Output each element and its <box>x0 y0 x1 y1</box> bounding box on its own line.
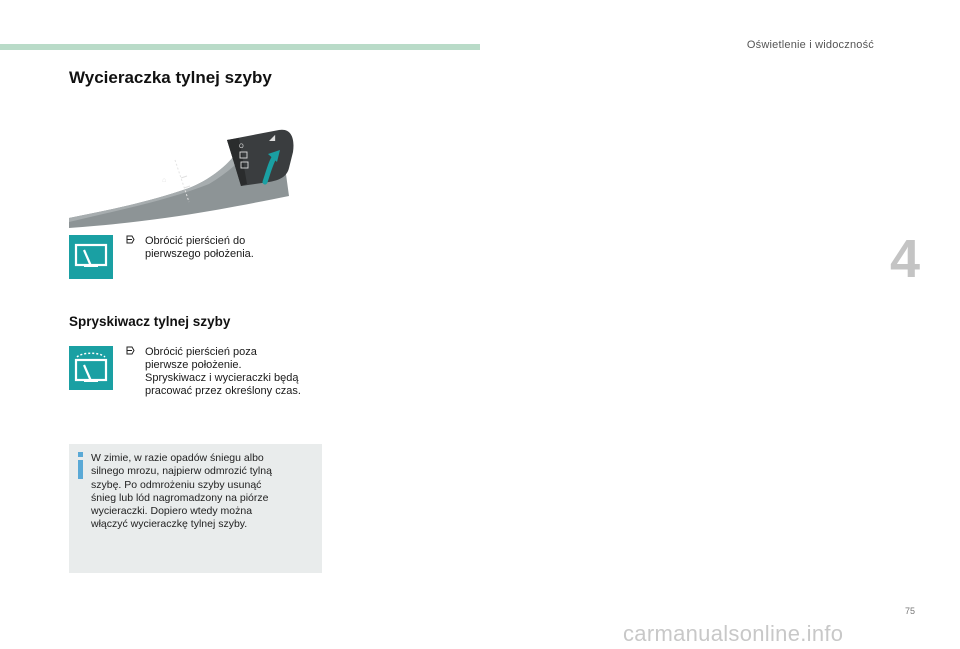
rear-washer-icon <box>69 346 113 390</box>
watermark: carmanualsonline.info <box>623 621 844 646</box>
svg-text:O: O <box>239 144 244 150</box>
info-note-text: W zimie, w razie opadów śniegu albo silnego mrozu, najpierw odmrozić tylną szybę. Po odmrożeniu szyby usunąć śnieg lub lód nagromadzony na piórze wycieraczki. Dopiero wtedy można włączyć wycieraczkę tylnej szyby. <box>91 452 272 531</box>
washer-instruction-text: Obrócić pierścień poza pierwsze położenie. Spryskiwacz i wycieraczki będą pracować przez określony czas. <box>145 346 301 397</box>
header-accent-bar <box>0 44 480 50</box>
washer-instruction <box>126 346 331 398</box>
svg-text:◢: ◢ <box>269 133 276 142</box>
info-icon <box>76 452 86 480</box>
bullet-icon <box>126 235 145 261</box>
wiper-stalk-illustration <box>69 110 322 230</box>
page-number: 75 <box>905 606 916 616</box>
chapter-title: Oświetlenie i widoczność <box>746 39 874 51</box>
wiper-instruction <box>126 235 306 261</box>
washer-title: Spryskiwacz tylnej szyby <box>69 314 231 329</box>
chapter-number: 4 <box>890 229 921 289</box>
wiper-instruction-text: Obrócić pierścień do pierwszego położenia. <box>145 235 254 260</box>
info-note <box>69 444 322 573</box>
section-title: Wycieraczka tylnej szyby <box>69 68 272 87</box>
rear-wiper-icon <box>69 235 113 279</box>
bullet-icon <box>126 346 145 398</box>
svg-text:⌂: ⌂ <box>162 177 167 184</box>
